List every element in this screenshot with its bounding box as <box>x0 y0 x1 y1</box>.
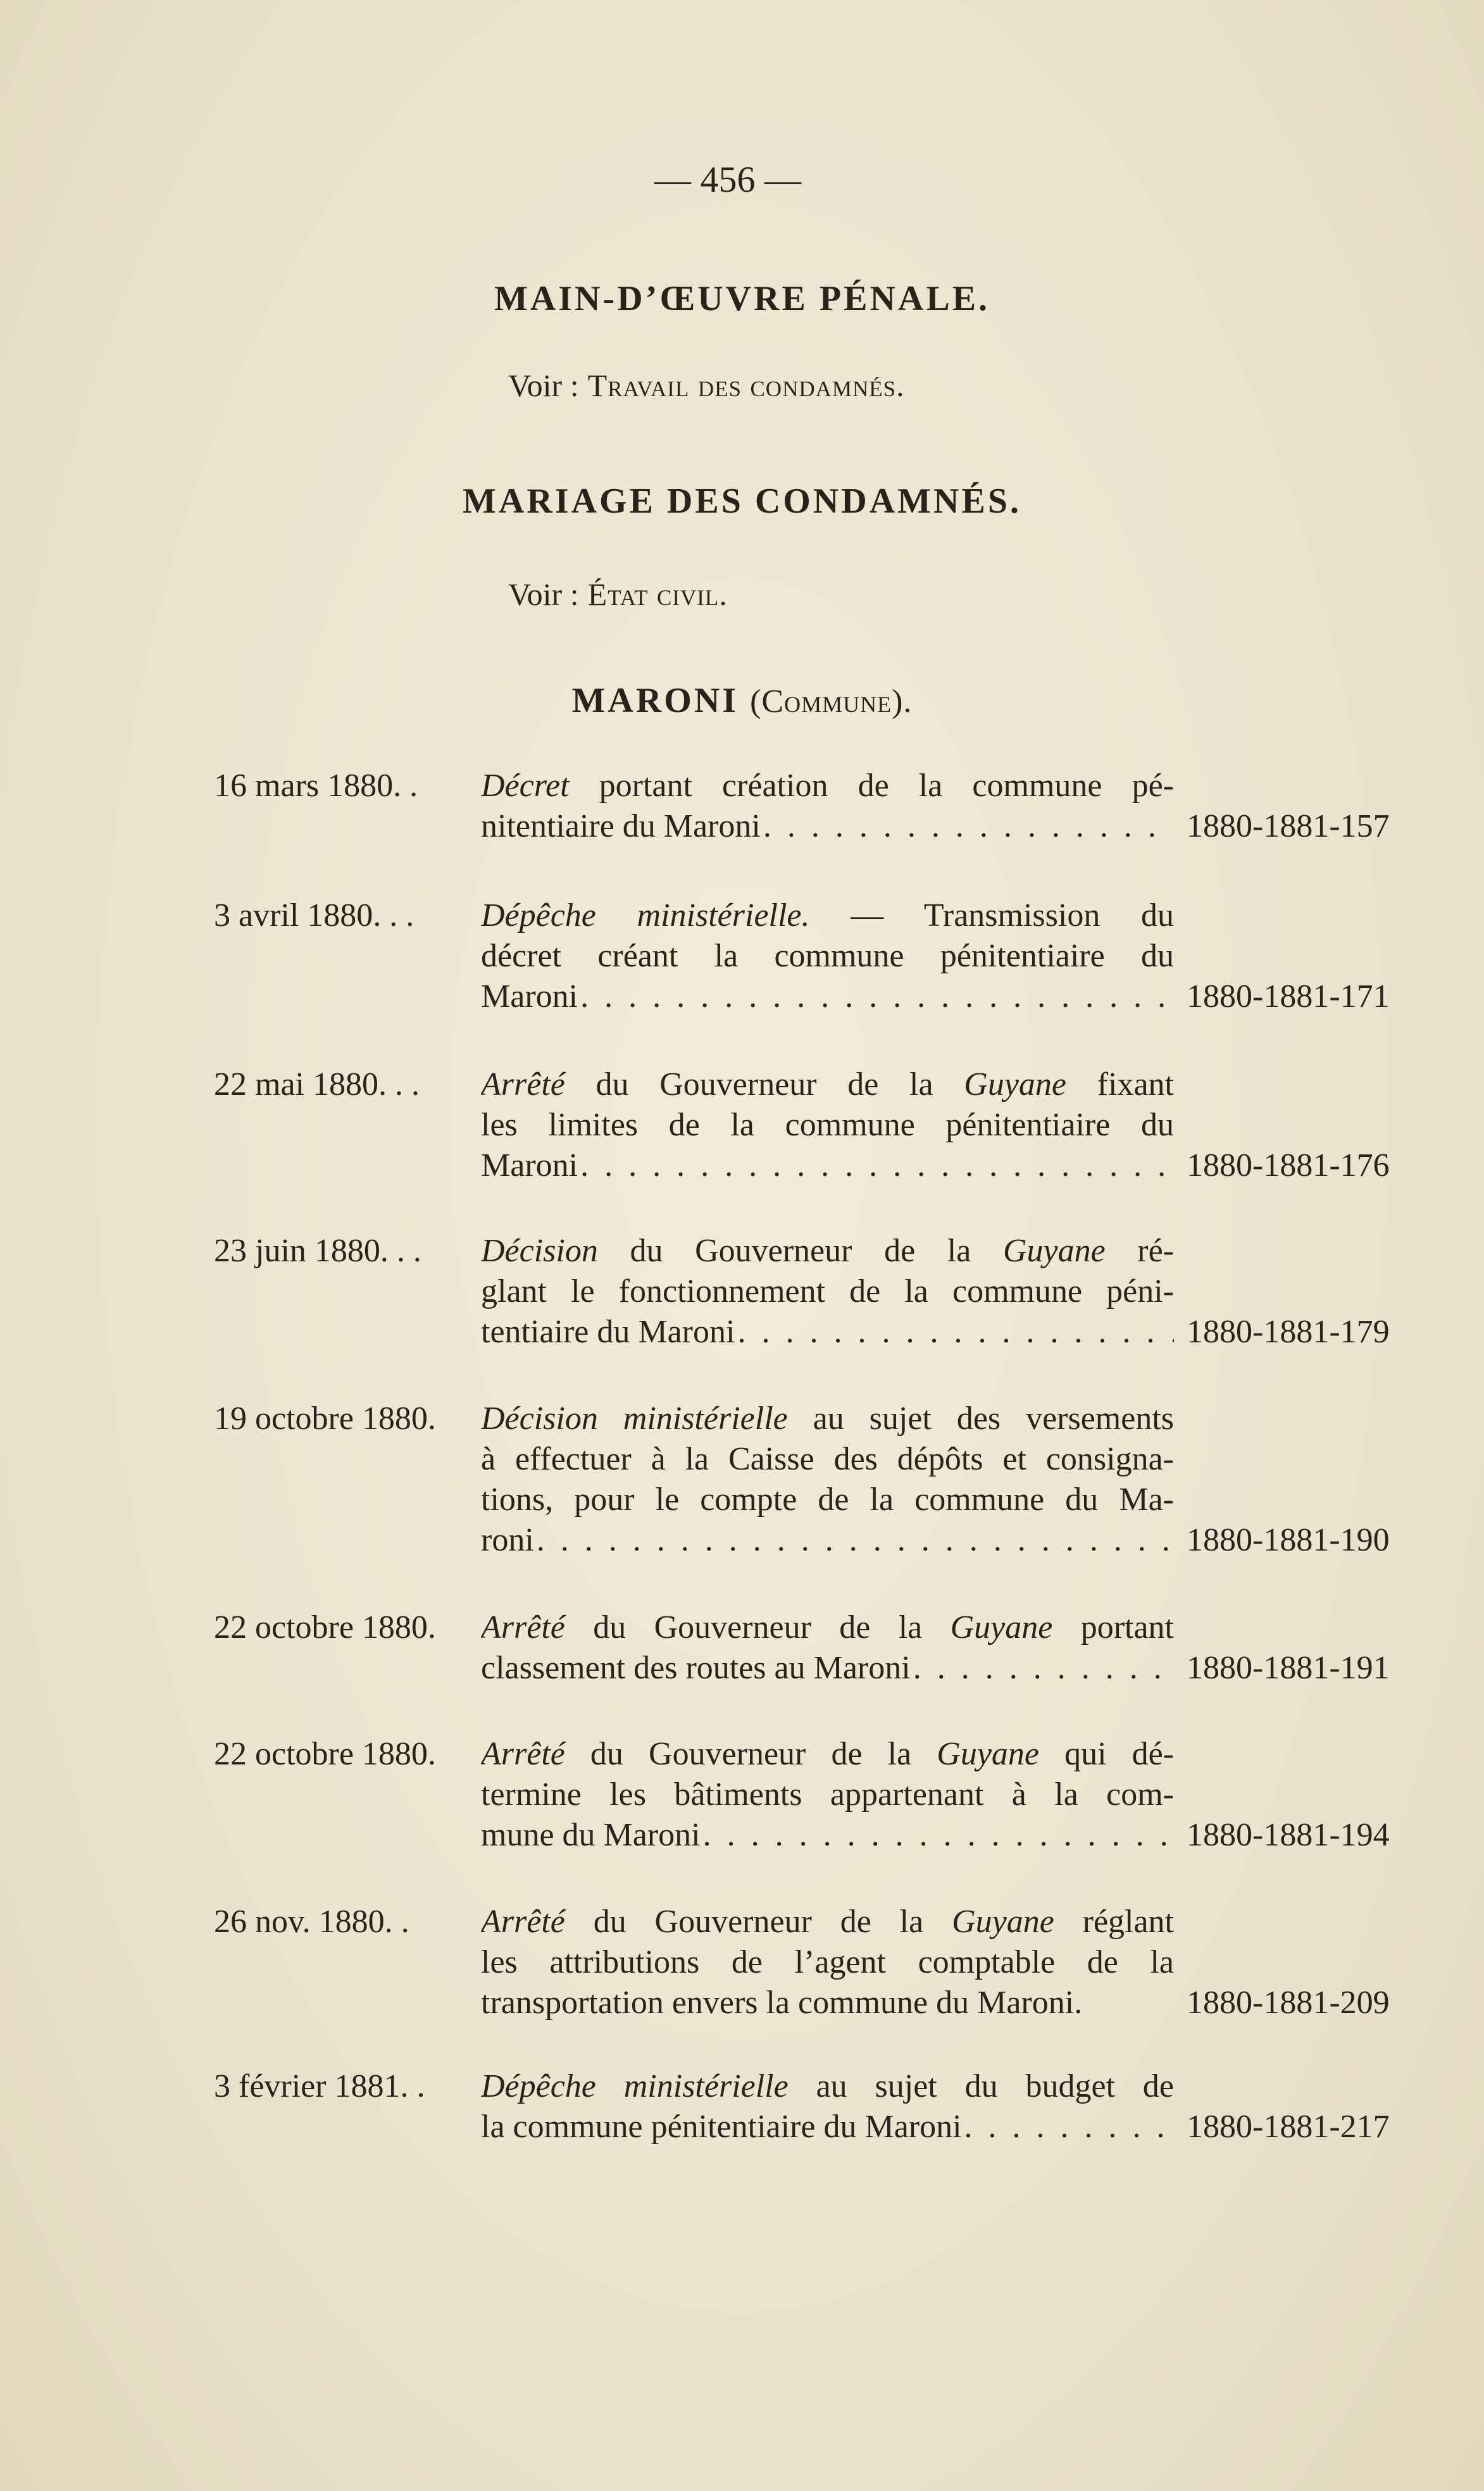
see-label: Voir : <box>508 577 579 612</box>
entry-reference: 1880-1881-191 <box>1187 1650 1390 1686</box>
entry-text-line <box>481 806 1174 847</box>
entry-description <box>481 1399 1174 1561</box>
dot-leader <box>763 806 1174 847</box>
dot-leader <box>703 1815 1174 1856</box>
text-segment: classement des routes au Maroni <box>481 1650 911 1686</box>
entry-reference: 1880-1881-157 <box>1187 808 1390 844</box>
italic-term: Arrêté <box>481 1609 565 1645</box>
text-segment: décret créant la commune pénitentiaire du <box>481 938 1174 974</box>
entry-text-run <box>481 1776 1174 1813</box>
dot-leader <box>737 1312 1174 1352</box>
entry-text-line <box>481 1064 1174 1105</box>
italic-term: Arrêté <box>481 1736 565 1772</box>
entry-text-run <box>481 768 1174 804</box>
text-segment: Maroni <box>481 978 578 1015</box>
text-segment: qui dé- <box>1038 1736 1174 1772</box>
dot-leader <box>913 1648 1174 1689</box>
entry-date: 19 octobre 1880. <box>214 1401 436 1437</box>
entry-text-run <box>481 1107 1174 1143</box>
entry-reference: 1880-1881-194 <box>1187 1817 1390 1853</box>
text-segment: du Gouverneur de la <box>597 1233 1003 1269</box>
text-segment: glant le fonctionnement de la commune péni- <box>481 1273 1174 1309</box>
entry-text-line <box>481 1775 1174 1815</box>
entry-text-run <box>481 1273 1174 1309</box>
text-segment: la commune pénitentiaire du Maroni <box>481 2109 962 2145</box>
entry-text-line <box>481 1608 1174 1648</box>
entry-text-run <box>481 2107 962 2147</box>
entry-text-run <box>481 1904 1174 1940</box>
italic-term: Décret <box>481 768 570 804</box>
entry-date: 23 juin 1880. . . <box>214 1233 421 1269</box>
entry-description <box>481 1902 1174 2023</box>
entry-text-line <box>481 1312 1174 1352</box>
entry-text-line <box>481 1815 1174 1856</box>
entry-description <box>481 1608 1174 1689</box>
text-segment: Maroni <box>481 1147 578 1183</box>
see-reference-link[interactable]: État civil. <box>587 577 728 612</box>
text-segment: tentiaire du Maroni <box>481 1314 735 1350</box>
text-segment: — Transmission du <box>809 897 1174 933</box>
entry-date: 16 mars 1880. . <box>214 768 418 804</box>
italic-term: Guyane <box>952 1904 1054 1940</box>
entry-text-line <box>481 1105 1174 1146</box>
entry-text-line <box>481 1399 1174 1439</box>
entry-description <box>481 766 1174 847</box>
text-segment: mune du Maroni <box>481 1817 701 1853</box>
section-title: MARIAGE DES CONDAMNÉS. <box>463 482 1021 521</box>
text-segment: ré- <box>1105 1233 1174 1269</box>
see-also-etat-civil <box>508 576 728 613</box>
entry-date: 3 février 1881. . <box>214 2068 425 2104</box>
text-segment: termine les bâtiments appartenant à la com- <box>481 1776 1174 1813</box>
italic-term: Décision ministérielle <box>481 1401 788 1437</box>
text-segment: du Gouverneur de la <box>564 1736 937 1772</box>
entry-text-run <box>481 1520 534 1561</box>
entry-text-line <box>481 1271 1174 1312</box>
italic-term: Guyane <box>964 1066 1067 1102</box>
text-segment: tions, pour le compte de la commune du Ma- <box>481 1482 1174 1518</box>
entry-text-line <box>481 1520 1174 1561</box>
entry-text-run <box>481 1609 1174 1645</box>
section-heading-main-doeuvre <box>0 278 1484 319</box>
text-segment: les limites de la commune pénitentiaire du <box>481 1107 1174 1143</box>
entry-text-line <box>481 2066 1174 2107</box>
text-segment: du Gouverneur de la <box>564 1066 964 1102</box>
text-segment: au sujet du budget de <box>788 2068 1174 2104</box>
entry-description <box>481 1064 1174 1186</box>
section-title: MAIN-D’ŒUVRE PÉNALE. <box>494 279 990 318</box>
dot-leader <box>537 1520 1174 1561</box>
section-subtitle: (Commune). <box>750 684 913 720</box>
entry-text-run <box>481 1482 1174 1518</box>
entry-text-line <box>481 1648 1174 1689</box>
entry-text-line <box>481 1439 1174 1480</box>
entry-text-line <box>481 1480 1174 1520</box>
entry-text-run <box>481 897 1174 933</box>
see-reference-link[interactable]: Travail des condamnés. <box>587 368 905 403</box>
entry-text-run <box>481 1736 1174 1772</box>
entry-reference: 1880-1881-190 <box>1187 1522 1390 1558</box>
section-heading-mariage <box>0 481 1484 521</box>
entry-text-run <box>481 1815 701 1856</box>
italic-term: Arrêté <box>481 1904 565 1940</box>
entry-date: 22 mai 1880. . . <box>214 1066 420 1102</box>
entry-date: 3 avril 1880. . . <box>214 897 415 933</box>
entry-text-run <box>481 1146 578 1186</box>
page-number: — 456 — <box>654 159 801 200</box>
text-segment: au sujet des versements <box>787 1401 1174 1437</box>
text-segment: nitentiaire du Maroni <box>481 808 761 844</box>
see-label: Voir : <box>508 368 579 403</box>
entry-date: 22 octobre 1880. <box>214 1609 436 1645</box>
entry-description <box>481 2066 1174 2147</box>
italic-term: Décision <box>481 1233 598 1269</box>
entry-text-line <box>481 977 1174 1017</box>
text-segment: transportation envers la commune du Maroni. <box>481 1985 1083 2021</box>
entry-text-line <box>481 1734 1174 1775</box>
entry-text-run <box>481 1066 1174 1102</box>
italic-term: Dépêche ministérielle. <box>481 897 810 933</box>
entry-text-line <box>481 1146 1174 1186</box>
dot-leader <box>580 977 1174 1017</box>
entry-text-line <box>481 896 1174 936</box>
entry-text-run <box>481 1312 735 1352</box>
entry-date: 22 octobre 1880. <box>214 1736 436 1772</box>
entry-reference: 1880-1881-179 <box>1187 1314 1390 1350</box>
text-segment: réglant <box>1054 1904 1174 1940</box>
text-segment: roni <box>481 1522 534 1558</box>
entry-text-line <box>481 2107 1174 2147</box>
entry-text-run <box>481 977 578 1017</box>
entry-text-line <box>481 1902 1174 1942</box>
entry-text-run <box>481 1441 1174 1477</box>
text-segment: les attributions de l’agent comptable de la <box>481 1944 1174 1980</box>
italic-term: Guyane <box>937 1736 1039 1772</box>
italic-term: Guyane <box>1002 1233 1106 1269</box>
section-title: MARONI <box>571 681 739 720</box>
dot-leader <box>964 2107 1174 2147</box>
entry-text-line <box>481 936 1174 977</box>
entry-text-run <box>481 806 761 847</box>
entry-reference: 1880-1881-176 <box>1187 1147 1390 1183</box>
entry-text-run <box>481 938 1174 974</box>
entry-text-line <box>481 1983 1174 2023</box>
entry-description <box>481 896 1174 1017</box>
entry-text-run <box>481 1233 1174 1269</box>
entry-reference: 1880-1881-209 <box>1187 1985 1390 2021</box>
section-heading-maroni <box>0 680 1484 721</box>
entry-reference: 1880-1881-217 <box>1187 2109 1390 2145</box>
text-segment: du Gouverneur de la <box>564 1609 951 1645</box>
entry-text-run <box>481 2068 1174 2104</box>
italic-term: Guyane <box>950 1609 1053 1645</box>
entry-text-line <box>481 766 1174 806</box>
text-segment: portant création de la commune pé- <box>569 768 1174 804</box>
text-segment: fixant <box>1066 1066 1174 1102</box>
text-segment: portant <box>1052 1609 1174 1645</box>
entry-date: 26 nov. 1880. . <box>214 1904 409 1940</box>
entry-text-run <box>481 1944 1174 1980</box>
text-segment: à effectuer à la Caisse des dépôts et consigna- <box>481 1441 1174 1477</box>
text-segment: du Gouverneur de la <box>564 1904 952 1940</box>
dot-leader <box>580 1146 1174 1186</box>
entry-description <box>481 1734 1174 1856</box>
entry-text-line <box>481 1942 1174 1983</box>
italic-term: Arrêté <box>481 1066 565 1102</box>
entry-reference: 1880-1881-171 <box>1187 978 1390 1015</box>
see-also-travail <box>508 367 905 404</box>
entry-text-run <box>481 1983 1082 2023</box>
entry-text-line <box>481 1231 1174 1271</box>
entry-description <box>481 1231 1174 1352</box>
italic-term: Dépêche ministérielle <box>481 2068 789 2104</box>
entry-text-run <box>481 1648 911 1689</box>
entry-text-run <box>481 1401 1174 1437</box>
